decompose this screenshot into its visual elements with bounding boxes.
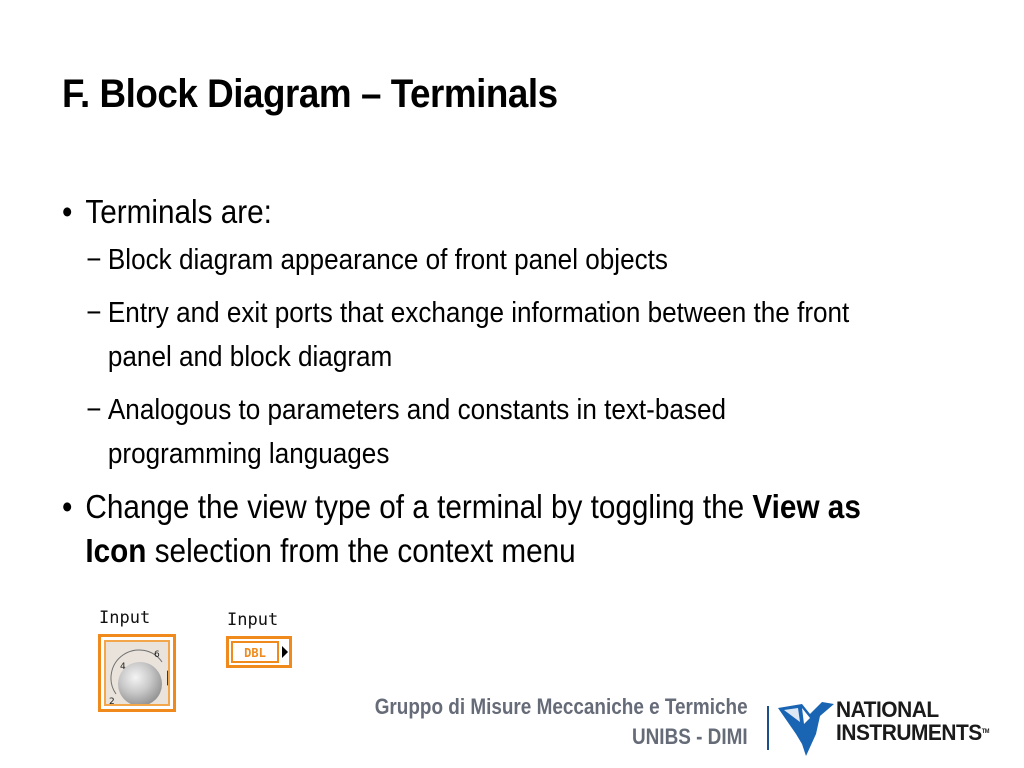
icon-terminal-label: Input <box>99 608 151 628</box>
compact-terminal-label: Input <box>227 610 279 630</box>
dash-marker: − <box>86 297 102 329</box>
dbl-type-text: DBL <box>244 646 266 660</box>
bullet-list <box>62 190 962 573</box>
dbl-terminal-graphic <box>229 639 289 665</box>
bullet-text-pre: Change the view type of a terminal by toggling the <box>85 488 753 525</box>
slide-title: F. Block Diagram – Terminals <box>62 72 558 116</box>
ni-logo-text <box>836 698 989 744</box>
footer-institution <box>375 692 748 752</box>
dash-marker: − <box>86 244 102 276</box>
footer-line-2: UNIBS - DIMI <box>632 724 748 749</box>
ni-logo-line-1: NATIONAL <box>836 697 939 722</box>
knob-tick-2: 2 <box>109 697 115 707</box>
bullet-text: Terminals are: <box>85 193 272 230</box>
compact-view-terminal[interactable] <box>226 636 292 668</box>
sub-item-text: Entry and exit ports that exchange information between the front panel and block diagram <box>107 297 850 373</box>
ni-logo-line-2 <box>836 721 989 744</box>
sub-item-ports <box>62 291 872 379</box>
icon-view-terminal[interactable] <box>98 634 176 712</box>
bullet-item-view-type <box>62 485 872 573</box>
bullet-text-bold: View as Icon <box>85 488 861 569</box>
bullet-text-post: selection from the context menu <box>146 532 576 569</box>
ni-eagle-logo-icon <box>776 694 836 760</box>
sub-item-text: Analogous to parameters and constants in text-based programming languages <box>107 394 726 470</box>
knob-tick-4: 4 <box>120 662 126 672</box>
bullet-item-terminals <box>62 190 872 234</box>
sub-item-text: Block diagram appearance of front panel objects <box>107 244 668 276</box>
bullet-marker: • <box>62 193 73 230</box>
ni-trademark: TM <box>981 729 990 735</box>
sub-item-analogous <box>62 388 872 476</box>
sub-item-appearance <box>62 238 872 282</box>
dash-marker: − <box>86 394 102 426</box>
ni-logo-instruments: INSTRUMENTS <box>836 720 982 745</box>
bullet-marker: • <box>62 488 73 525</box>
knob-tick-6: 6 <box>154 650 160 660</box>
footer-divider <box>767 706 769 750</box>
knob-graphic <box>106 642 170 706</box>
knob-icon <box>104 640 170 706</box>
footer-line-1: Gruppo di Misure Meccaniche e Termiche <box>375 694 748 719</box>
